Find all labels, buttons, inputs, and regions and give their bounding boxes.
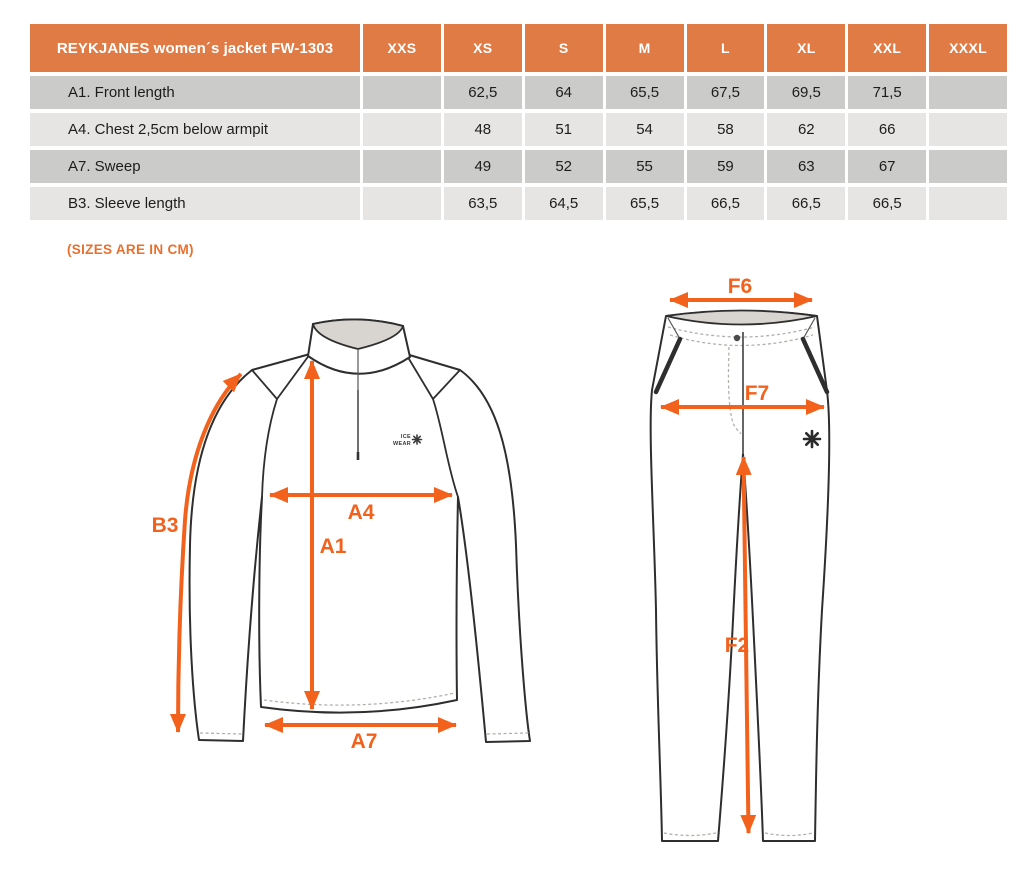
size-cell: 67,5 — [687, 76, 765, 109]
jacket-body — [190, 350, 530, 742]
size-cell: 54 — [606, 113, 684, 146]
size-cell: 63 — [767, 150, 845, 183]
size-cell: 52 — [525, 150, 603, 183]
size-cell: 62 — [767, 113, 845, 146]
label-f7: F7 — [744, 382, 770, 405]
size-cell — [929, 187, 1007, 220]
size-cell: 64 — [525, 76, 603, 109]
size-header-m: M — [606, 24, 684, 72]
logo-text-line2: WEAR — [392, 441, 411, 447]
size-cell — [929, 113, 1007, 146]
size-header-l: L — [687, 24, 765, 72]
size-cell: 65,5 — [606, 76, 684, 109]
size-cell: 66,5 — [687, 187, 765, 220]
size-cell: 48 — [444, 113, 522, 146]
size-header-xs: XS — [444, 24, 522, 72]
size-cell — [929, 150, 1007, 183]
size-table — [30, 24, 1007, 220]
pants-drawing — [651, 275, 830, 841]
size-cell: 66 — [848, 113, 926, 146]
size-header-xxs: XXS — [363, 24, 441, 72]
size-cell: 59 — [687, 150, 765, 183]
label-a4: A4 — [347, 501, 375, 524]
size-cell — [363, 113, 441, 146]
size-cell: 71,5 — [848, 76, 926, 109]
size-cell: 55 — [606, 150, 684, 183]
size-cell — [363, 150, 441, 183]
table-title: REYKJANES women´s jacket FW-1303 — [30, 24, 360, 72]
size-cell: 69,5 — [767, 76, 845, 109]
label-f6: F6 — [727, 275, 753, 298]
size-cell: 64,5 — [525, 187, 603, 220]
hip-snowflake-icon — [804, 431, 820, 447]
row-label: A4. Chest 2,5cm below armpit — [30, 113, 360, 146]
pants-body — [651, 311, 830, 841]
sizes-unit-note: (SIZES ARE IN CM) — [67, 242, 194, 257]
size-cell — [363, 76, 441, 109]
jacket-drawing — [152, 319, 530, 753]
size-cell: 51 — [525, 113, 603, 146]
row-label: B3. Sleeve length — [30, 187, 360, 220]
size-cell — [363, 187, 441, 220]
size-cell: 66,5 — [767, 187, 845, 220]
size-cell: 58 — [687, 113, 765, 146]
size-cell: 67 — [848, 150, 926, 183]
row-label: A7. Sweep — [30, 150, 360, 183]
size-header-s: S — [525, 24, 603, 72]
logo-text-line1: ICE — [400, 434, 411, 440]
size-header-xxl: XXL — [848, 24, 926, 72]
logo-snowflake-icon — [413, 435, 422, 444]
size-cell: 66,5 — [848, 187, 926, 220]
label-b3: B3 — [151, 514, 179, 537]
row-label: A1. Front length — [30, 76, 360, 109]
size-cell: 49 — [444, 150, 522, 183]
waist-button — [734, 335, 740, 341]
size-header-xl: XL — [767, 24, 845, 72]
label-a1: A1 — [319, 535, 347, 558]
measurement-diagram — [0, 270, 1033, 888]
label-f2: F2 — [724, 634, 750, 657]
size-header-xxxl: XXXL — [929, 24, 1007, 72]
size-cell: 63,5 — [444, 187, 522, 220]
label-a7: A7 — [350, 730, 378, 753]
size-cell: 65,5 — [606, 187, 684, 220]
size-cell — [929, 76, 1007, 109]
size-cell: 62,5 — [444, 76, 522, 109]
